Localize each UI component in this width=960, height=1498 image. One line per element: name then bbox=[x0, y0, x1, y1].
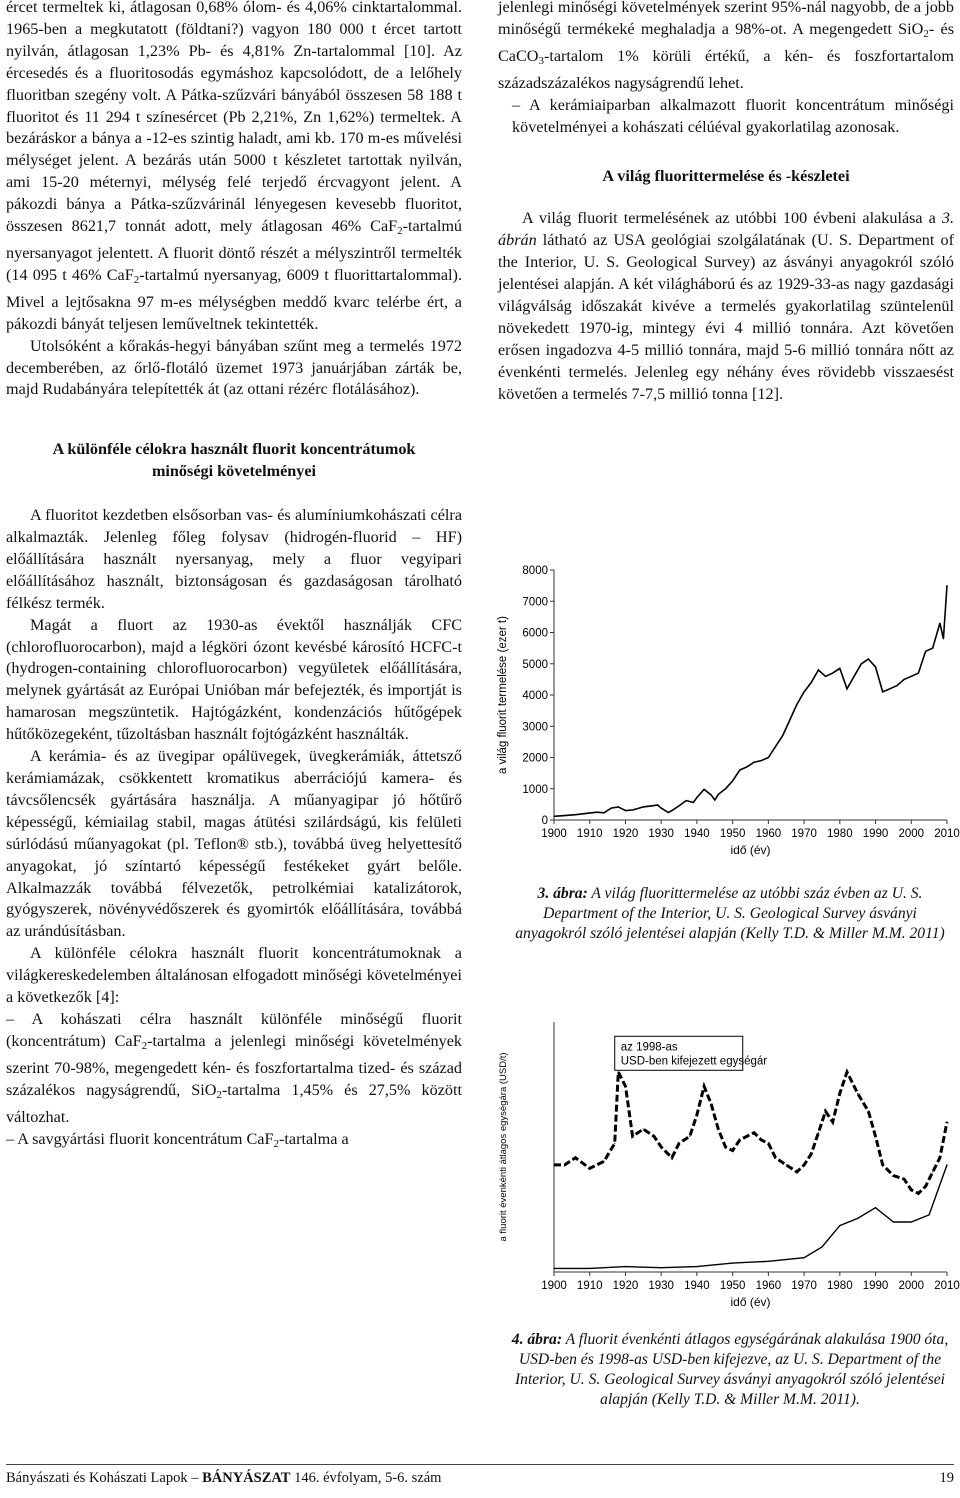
data-point bbox=[868, 1111, 869, 1112]
data-point bbox=[725, 788, 726, 789]
data-point bbox=[911, 676, 912, 677]
data-point bbox=[825, 1111, 826, 1112]
paragraph: A kerámia- és az üvegipar opálüvegek, üvegkerámiák, áttetsző kerámiamázak, csökkentett kromatikus aberrációjú kamera- és távcsőlencsék gyártására használja. A műanyagipar jó hőtűrő képességű, kémiailag stabil, magas átütési szilárdságú, kis felületi súrlódású műanyagokat (pl. Teflon® stb.), továbbá üveg helyettesítő anyagokat, jó színtartó képességű festékeket gyárt belőle. Alkalmazzák továbbá félvezetők, petrolkémiai katalizátorok, gyógyszerek, növényvédőszerek és gyomirtók előállítására, továbbá az urándúsításban. bbox=[6, 747, 462, 941]
data-point bbox=[846, 688, 847, 689]
data-point bbox=[618, 1071, 619, 1072]
data-point bbox=[821, 1246, 822, 1247]
series-line bbox=[554, 586, 947, 817]
data-point bbox=[575, 814, 576, 815]
data-point bbox=[732, 780, 733, 781]
data-point bbox=[625, 1086, 626, 1087]
data-point bbox=[625, 810, 626, 811]
x-tick-label: 1950 bbox=[719, 1280, 746, 1292]
data-point bbox=[911, 1189, 912, 1190]
x-tick-label: 1930 bbox=[648, 828, 674, 840]
page-footer bbox=[6, 1470, 954, 1487]
annotation-text-line: az 1998-as bbox=[620, 1041, 678, 1054]
data-point bbox=[753, 1132, 754, 1133]
data-point bbox=[596, 812, 597, 813]
paragraph: A fluoritot kezdetben elsősorban vas- és alumíniumkohászati célra alkalmazták. Jelenleg főleg folysav (hidrogén-fluorid – HF) előállítására használt nyersanyag, mely a fluor vegyipari előállításához használt, biztonságosan és gazdaságosan tárolható félkész termék. bbox=[6, 506, 462, 612]
data-point bbox=[718, 1129, 719, 1130]
y-tick-label: 7000 bbox=[522, 596, 548, 609]
annotation-text-line: USD-ben kifejezett egységár bbox=[620, 1055, 768, 1068]
data-point bbox=[825, 676, 826, 677]
data-point bbox=[832, 673, 833, 674]
data-point bbox=[696, 797, 697, 798]
journal-name: Bányászati és Kohászati Lapok – BÁNYÁSZAT 146. évfolyam, 5-6. szám bbox=[6, 1470, 442, 1486]
x-tick-label: 2000 bbox=[898, 828, 925, 840]
data-point bbox=[775, 746, 776, 747]
data-point bbox=[732, 1262, 733, 1263]
data-point bbox=[753, 762, 754, 763]
x-tick-label: 1920 bbox=[612, 1280, 639, 1292]
data-point bbox=[875, 666, 876, 667]
paragraph: jelenlegi minőségi követelmények szerint 95%-nál nagyobb, de a jobb minőségű termékeké meghaladja a 98%-ot. A megengedett SiO$_2$- és CaCO$_3$-tartalom 1% körüli értékű, a kén- és foszfortartalom századszázalékos nagyságrendű lehet. bbox=[498, 0, 954, 92]
data-point bbox=[768, 1261, 769, 1262]
data-point bbox=[811, 682, 812, 683]
data-point bbox=[564, 815, 565, 816]
data-point bbox=[643, 806, 644, 807]
data-point bbox=[939, 1157, 940, 1158]
data-point bbox=[925, 651, 926, 652]
data-point bbox=[614, 1143, 615, 1144]
data-point bbox=[904, 1179, 905, 1180]
data-point bbox=[661, 1146, 662, 1147]
data-point bbox=[657, 804, 658, 805]
data-point bbox=[696, 1114, 697, 1115]
y-tick-label: 5000 bbox=[522, 658, 548, 671]
data-point bbox=[661, 1267, 662, 1268]
paragraph: Magát a fluort az 1930-as évektől használják CFC (chlorofluorocarbon), majd a légköri ózont kevésbé károsító HCFC-t (hydrogen-containing chlorofluorocarbon) vegyületek előállítására, melynek gyártását az Európai Unióban már befejezték, és importját is hamarosan megszüntetik. Hajtógázként, kondenzációs hűtőgépek hűtőközegeként, tűzoltásban használt fojtógázként használták. bbox=[6, 615, 462, 744]
x-tick-label: 1920 bbox=[612, 828, 639, 840]
x-tick-label: 2000 bbox=[898, 1280, 925, 1292]
data-point bbox=[904, 679, 905, 680]
right-column bbox=[498, 0, 954, 406]
x-tick-label: 1990 bbox=[862, 1280, 889, 1292]
data-point bbox=[803, 1164, 804, 1165]
data-point bbox=[803, 691, 804, 692]
data-point bbox=[868, 658, 869, 659]
production-line-chart bbox=[492, 558, 960, 868]
y-tick-label: 6000 bbox=[522, 627, 548, 640]
data-point bbox=[893, 1175, 894, 1176]
data-point bbox=[775, 1157, 776, 1158]
x-tick-label: 1950 bbox=[719, 828, 746, 840]
data-point bbox=[718, 794, 719, 795]
data-point bbox=[946, 585, 947, 586]
section-heading: A különféle célokra használt fluorit koncentrátumok minőségi követelményei bbox=[52, 440, 416, 481]
data-point bbox=[603, 1161, 604, 1162]
data-point bbox=[943, 638, 944, 639]
x-tick-label: 1970 bbox=[791, 1280, 817, 1292]
data-point bbox=[586, 813, 587, 814]
data-point bbox=[603, 812, 604, 813]
data-point bbox=[618, 806, 619, 807]
data-point bbox=[611, 808, 612, 809]
data-point bbox=[746, 766, 747, 767]
data-point bbox=[625, 1266, 626, 1267]
x-tick-label: 2010 bbox=[934, 1280, 960, 1292]
left-column bbox=[6, 0, 462, 1155]
x-tick-label: 1940 bbox=[684, 1280, 710, 1292]
data-point bbox=[911, 1221, 912, 1222]
y-tick-label: 2000 bbox=[522, 752, 548, 765]
footer-rule bbox=[6, 1464, 954, 1465]
data-point bbox=[575, 1157, 576, 1158]
data-point bbox=[875, 1136, 876, 1137]
price-line-chart bbox=[492, 1010, 960, 1320]
data-point bbox=[857, 1093, 858, 1094]
y-tick-label: 0 bbox=[541, 815, 548, 827]
data-point bbox=[686, 800, 687, 801]
data-point bbox=[761, 760, 762, 761]
data-point bbox=[861, 663, 862, 664]
data-point bbox=[668, 812, 669, 813]
data-point bbox=[882, 691, 883, 692]
x-tick-label: 1980 bbox=[827, 828, 853, 840]
data-point bbox=[553, 1268, 554, 1269]
data-point bbox=[918, 673, 919, 674]
paragraph: Utolsóként a kőrakás-hegyi bányában szűnt meg a termelés 1972 decemberében, az őrlő-flotáló üzemet 1973 januárjában zárták be, majd Rudabányára telepítették át (az ottani rézérc flotálásához). bbox=[6, 336, 462, 399]
x-tick-label: 1960 bbox=[755, 828, 782, 840]
data-point bbox=[564, 1164, 565, 1165]
data-point bbox=[818, 1132, 819, 1133]
series-line bbox=[554, 1165, 947, 1269]
data-point bbox=[589, 1268, 590, 1269]
x-tick-label: 1900 bbox=[541, 828, 567, 840]
data-point bbox=[882, 1164, 883, 1165]
data-point bbox=[653, 1136, 654, 1137]
data-point bbox=[803, 1257, 804, 1258]
data-point bbox=[739, 769, 740, 770]
data-point bbox=[711, 1104, 712, 1105]
x-axis-label: idő (év) bbox=[730, 843, 771, 857]
data-point bbox=[725, 1146, 726, 1147]
y-axis-label: a világ fluorit termelése (ezer t) bbox=[497, 616, 509, 774]
data-point bbox=[946, 1121, 947, 1122]
data-point bbox=[678, 1143, 679, 1144]
x-tick-label: 1970 bbox=[791, 828, 817, 840]
data-point bbox=[789, 719, 790, 720]
figure-3-caption: 3. ábra: A világ fluorittermelése az utóbbi száz évben az U. S. Department of the Interior, U. S. Geological Survey ásványi anyagokról szóló jelentései alapján (Kelly T.D. & Miller M.M. 2011) bbox=[515, 885, 945, 942]
data-point bbox=[689, 1136, 690, 1137]
y-axis-label: a fluorit évenkénti átlagos egységára (USD/t) bbox=[498, 1052, 509, 1242]
data-point bbox=[925, 1186, 926, 1187]
data-point bbox=[653, 805, 654, 806]
data-point bbox=[661, 808, 662, 809]
data-point bbox=[703, 1086, 704, 1087]
data-point bbox=[714, 799, 715, 800]
data-point bbox=[739, 1139, 740, 1140]
data-point bbox=[918, 1193, 919, 1194]
figure-4-caption: 4. ábra: A fluorit évenkénti átlagos egységárának alakulása 1900 óta, USD-ben és 1998-as USD-ben kifejezve, az U. S. Department of the Interior, U. S. Geological Survey ásványi anyagokról szóló jelentései alapján (Kelly T.D. & Miller M.M. 2011). bbox=[511, 1331, 949, 1408]
list-item: – A kohászati célra használt különféle minőségű fluorit (koncentrátum) CaF$_2$-tartalma a jelenlegi minőségi követelmények szerint 70-98%, megengedett kén- és foszfortartalma tized- és század százalékos nagyságrendű, SiO$_2$-tartalma 1,45% és 27,5% között változhat. bbox=[6, 1009, 463, 1126]
data-point bbox=[693, 802, 694, 803]
data-point bbox=[839, 1093, 840, 1094]
x-tick-label: 1960 bbox=[755, 1280, 782, 1292]
data-point bbox=[932, 1171, 933, 1172]
data-point bbox=[761, 1139, 762, 1140]
data-point bbox=[932, 648, 933, 649]
data-point bbox=[818, 669, 819, 670]
x-tick-label: 2010 bbox=[934, 828, 960, 840]
x-tick-label: 1980 bbox=[827, 1280, 853, 1292]
data-point bbox=[768, 1143, 769, 1144]
data-point bbox=[857, 1218, 858, 1219]
data-point bbox=[643, 1129, 644, 1130]
data-point bbox=[678, 805, 679, 806]
x-tick-label: 1910 bbox=[576, 1280, 603, 1292]
data-point bbox=[896, 685, 897, 686]
data-point bbox=[782, 735, 783, 736]
data-point bbox=[854, 676, 855, 677]
list-item: – A savgyártási fluorit koncentrátum CaF$_2$-tartalma a bbox=[6, 1129, 349, 1150]
data-point bbox=[553, 1164, 554, 1165]
page-number: 19 bbox=[939, 1470, 954, 1486]
data-point bbox=[846, 1071, 847, 1072]
data-point bbox=[696, 1266, 697, 1267]
paragraph: A világ fluorit termelésének az utóbbi 100 évbeni alakulása a 3. ábrán látható az USA geológiai szolgálatának (U. S. Department of the Interior, U. S. Geological Survey) az ásványi anyagokról szóló jelentései alapján. A két világháború és az 1929-33-as nagy gazdasági világválság időszakát kivéve a termelés gyakorlatilag szüntelenül növekedett 1970-ig, mintegy évi 4 millió tonnára. Azt követően erősen ingadozva 4-5 millió tonnára, majd 5-6 millió tonnára nőtt az évenkénti termelés. Jelenleg egy néhány éves rövidebb visszaesést követően a termelés 7-7,5 millió tonna [12]. bbox=[498, 209, 954, 403]
data-point bbox=[671, 810, 672, 811]
x-tick-label: 1910 bbox=[576, 828, 603, 840]
x-tick-label: 1900 bbox=[541, 1280, 567, 1292]
data-point bbox=[746, 1136, 747, 1137]
y-tick-label: 8000 bbox=[522, 565, 548, 577]
data-point bbox=[632, 809, 633, 810]
data-point bbox=[732, 1150, 733, 1151]
y-tick-label: 3000 bbox=[522, 721, 548, 734]
paragraph: A különféle célokra használt fluorit koncentrátumoknak a világkereskedelemben általánosan elfogadott minőségi követelményei a következők [4]: bbox=[6, 944, 462, 1007]
data-point bbox=[703, 789, 704, 790]
list-item: – A kerámiaiparban alkalmazott fluorit koncentrátum minőségi követelményei a kohászati célúéval gyakorlatilag azonosak. bbox=[512, 95, 954, 136]
y-tick-label: 1000 bbox=[522, 783, 548, 796]
data-point bbox=[893, 1221, 894, 1222]
x-tick-label: 1990 bbox=[862, 828, 889, 840]
data-point bbox=[929, 1214, 930, 1215]
data-point bbox=[946, 1164, 947, 1165]
data-point bbox=[796, 704, 797, 705]
data-point bbox=[632, 1136, 633, 1137]
data-point bbox=[711, 794, 712, 795]
data-point bbox=[839, 668, 840, 669]
y-tick-label: 4000 bbox=[522, 690, 548, 702]
data-point bbox=[553, 816, 554, 817]
data-point bbox=[768, 757, 769, 758]
data-point bbox=[939, 623, 940, 624]
section-heading: A világ fluorittermelése és -készletei bbox=[602, 167, 850, 186]
x-tick-label: 1940 bbox=[684, 828, 710, 840]
data-point bbox=[589, 1168, 590, 1169]
data-point bbox=[811, 1154, 812, 1155]
x-axis-label: idő (év) bbox=[730, 1295, 771, 1309]
series-line bbox=[554, 1072, 947, 1193]
paragraph: ércet termeltek ki, átlagosan 0,68% ólom- és 4,06% cinktartalommal. 1965-ben a megkutatott (földtani?) vagyon 180 000 t ércet tartott nyilván, átlagosan 1,23% Pb- és 4,81% Zn-tartalommal [10]. Az ércesedés és a fluoritosodás egymáshoz kapcsolódott, de a lelőhely fluoritban szegény volt. A Pátka-szűzvári bányából összesen 58 188 t fluoritot és 11 294 t színesércet (Pb 2,21%, Zn 1,62%) termeltek. A bezáráskor a bánya a -12-es szintig haladt, ami kb. 170 m-es művelési mélységet jelent. A bezárás után 5000 t készletet tartottak nyilván, ami 15-20 méternyi, mélység felé terjedő ércvagyont jelent. A pákozdi bánya a Pátka-szűzvárinál lényegesen kevesebb fluoritot, összesen 8621,7 tonnát adott, mely átlagosan 46% CaF$_2$-tartalmú nyersanyagot jelentett. A fluorit döntő részét a mélyszintről termelték (14 095 t 46% CaF$_2$-tartalmú nyersanyag, 6009 t fluorittartalommal). Mivel a lejtősakna 97 m-es mélységben meddő kvarc telérbe ért, a pákozdi bányát teljesen leműveltnek tekintették. bbox=[6, 0, 462, 333]
data-point bbox=[671, 1157, 672, 1158]
data-point bbox=[832, 1121, 833, 1122]
x-tick-label: 1930 bbox=[648, 1280, 674, 1292]
data-point bbox=[796, 1171, 797, 1172]
data-point bbox=[875, 1207, 876, 1208]
data-point bbox=[786, 1164, 787, 1165]
data-point bbox=[839, 1225, 840, 1226]
data-point bbox=[889, 688, 890, 689]
